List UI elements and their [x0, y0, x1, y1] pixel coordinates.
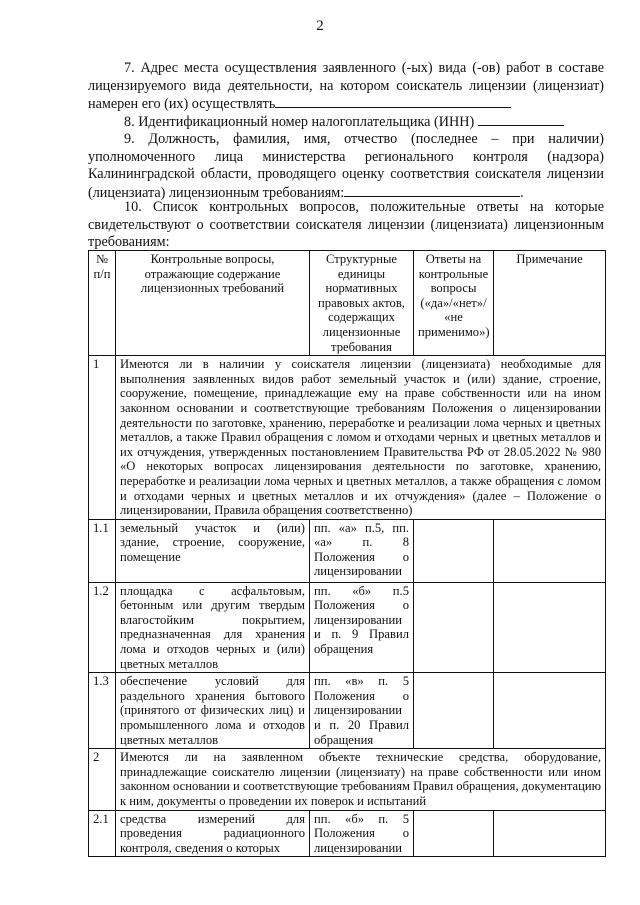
item-8	[88, 113, 604, 132]
row-note-cell[interactable]	[494, 582, 606, 673]
row-question-wide: Имеются ли в наличии у соискателя лицензии (лицензиата) необходимые для выполнения заявленных видов работ земельный участок и (или) здание, строение, сооружение, помещение, принадлежащие ему на праве собственности или на ином законном основании и соответствующие требованиям Положения о лицензировании деятельности по заготовке, хранению, переработке и реализации лома черных и цветных металлов, а также Правил обращения с ломом и отходами черных и цветных металлов и их отчуждения, утвержденных постановлением Правительства РФ от 28.05.2022 № 980 «О некоторых вопросах лицензирования деятельности по заготовке, хранению, переработке и реализации лома черных и цветных металлов, а также обращения с ломом и отходами черных и цветных металлов и их отчуждения» (далее – Положение о лицензировании, Правила обращения соответственно)	[116, 356, 606, 520]
item-7-blank	[275, 95, 511, 108]
item-8-blank	[478, 113, 564, 126]
header-legal-reference: Структурные единицы нормативных правовых актов, содержащих лицензионные требования	[310, 251, 414, 356]
row-question-wide: Имеются ли на заявленном объекте технические средства, оборудование, принадлежащие соискателю лицензии (лицензиату) на праве собственности или ином законном основании и соответствующие требованиям Правил обращения, документацию к ним, документы о проведении их поверок и испытаний	[116, 749, 606, 810]
row-number: 1	[89, 356, 116, 520]
row-legal-reference: пп. «в» п. 5 Положения о лицензировании и п. 20 Правил обращения	[310, 673, 414, 749]
row-note-cell[interactable]	[494, 673, 606, 749]
header-note: Примечание	[494, 251, 606, 356]
checklist-table	[88, 250, 606, 857]
row-number: 2	[89, 749, 116, 810]
row-question: обеспечение условий для раздельного хранения бытового (принятого от физических лиц) и промышленного лома и отходов цветных металлов	[116, 673, 310, 749]
row-answer-cell[interactable]	[414, 582, 494, 673]
header-answer: Ответы на контрольные вопросы («да»/«нет»/ «не применимо»)	[414, 251, 494, 356]
row-legal-reference: пп. «б» п.5 Положения о лицензировании и п. 9 Правил обращения	[310, 582, 414, 673]
item-10: 10. Список контрольных вопросов, положительные ответы на которые свидетельствуют о соответствии соискателя лицензии (лицензиата) лицензионным требованиям:	[88, 199, 604, 250]
item-9-text: 9. Должность, фамилия, имя, отчество (последнее – при наличии) уполномоченного лица министерства регионального контроля (надзора) Калининградской области, проводящего оценку соответствия соискателя лицензии (лицензиата) лицензионным требованиям:	[88, 131, 604, 201]
table-row	[89, 356, 606, 520]
table-header-row	[89, 251, 606, 356]
table-row	[89, 582, 606, 673]
row-question: площадка с асфальтовым, бетонным или другим твердым влагостойким покрытием, предназначенная для хранения лома и отходов черных и (или) цветных металлов	[116, 582, 310, 673]
row-answer-cell[interactable]	[414, 673, 494, 749]
row-number: 1.1	[89, 519, 116, 582]
row-legal-reference: пп. «б» п. 5 Положения о лицензировании	[310, 810, 414, 857]
row-question: средства измерений для проведения радиационного контроля, сведения о которых	[116, 810, 310, 857]
row-question: земельный участок и (или) здание, строение, сооружение, помещение	[116, 519, 310, 582]
page-number: 2	[316, 18, 324, 34]
item-7-text: 7. Адрес места осуществления заявленного (-ых) вида (-ов) работ в составе лицензируемого вида деятельности, на котором соискатель лицензии (лицензиат) намерен его (их) осуществлять	[88, 60, 604, 112]
item-8-text: 8. Идентификационный номер налогоплательщика (ИНН)	[124, 114, 475, 130]
row-answer-cell[interactable]	[414, 810, 494, 857]
item-9-end: .	[520, 184, 524, 201]
item-9	[88, 131, 604, 202]
row-number: 1.3	[89, 673, 116, 749]
item-7	[88, 60, 604, 114]
row-answer-cell[interactable]	[414, 519, 494, 582]
header-number: № п/п	[89, 251, 116, 356]
row-note-cell[interactable]	[494, 519, 606, 582]
item-9-blank	[344, 184, 520, 197]
table-row	[89, 810, 606, 857]
row-number: 1.2	[89, 582, 116, 673]
row-note-cell[interactable]	[494, 810, 606, 857]
table-row	[89, 519, 606, 582]
header-question: Контрольные вопросы, отражающие содержание лицензионных требований	[116, 251, 310, 356]
row-number: 2.1	[89, 810, 116, 857]
table-row	[89, 749, 606, 810]
table-row	[89, 673, 606, 749]
row-legal-reference: пп. «а» п.5, пп. «а» п. 8 Положения о лицензировании	[310, 519, 414, 582]
